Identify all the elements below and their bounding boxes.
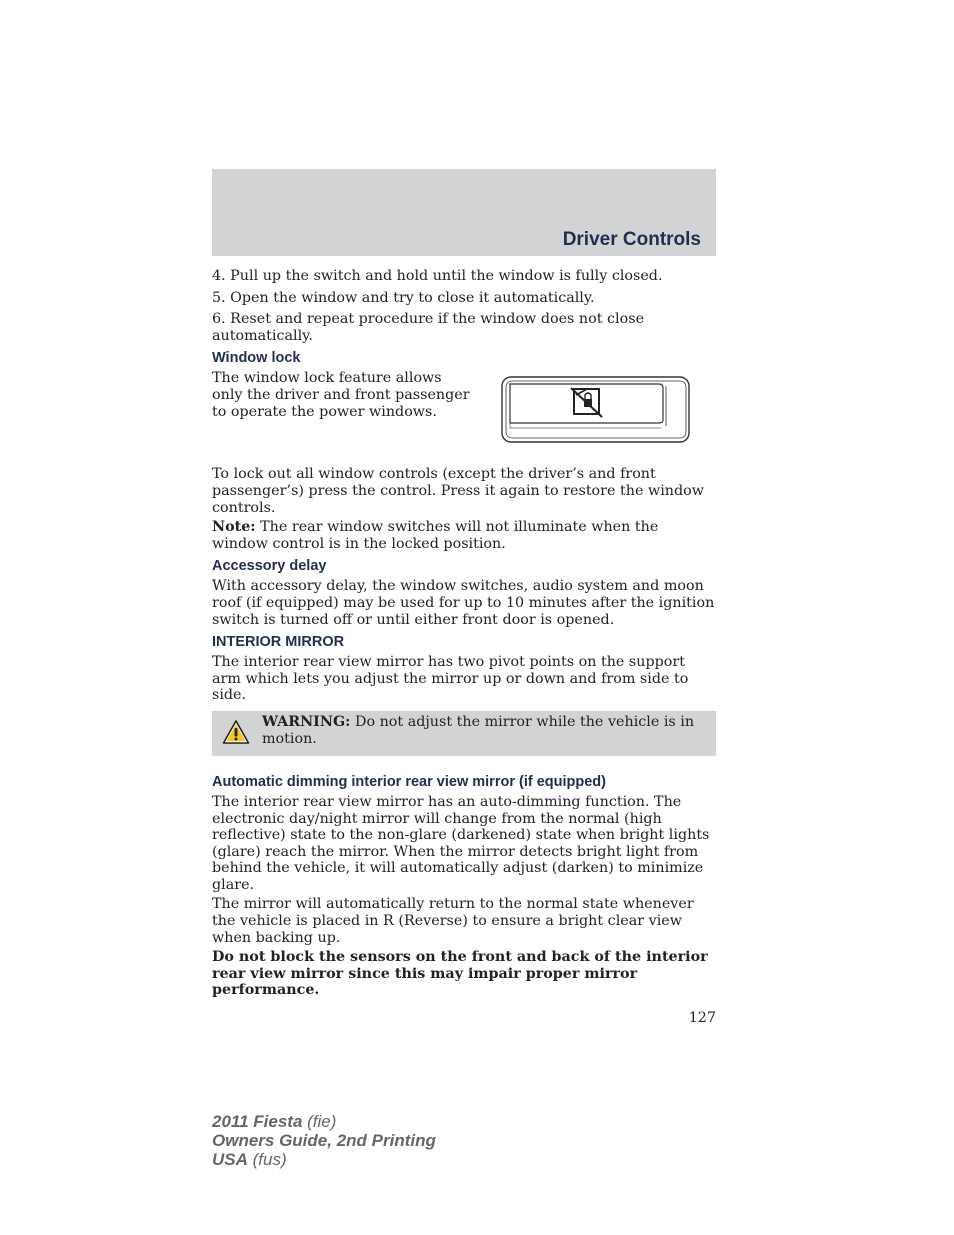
section-title: Driver Controls: [562, 229, 701, 250]
auto-dimming-para-2: The mirror will automatically return to the normal state whenever the vehicle is placed in R (Reverse) to ensure a bright clear view when backing up.: [212, 896, 694, 946]
interior-mirror-heading: INTERIOR MIRROR: [212, 634, 345, 651]
auto-dimming-bold-para: Do not block the sensors on the front and back of the interior rear view mirror since this may impair proper mirror performance.: [212, 949, 708, 999]
page-number: 127: [688, 1010, 716, 1027]
window-lock-instructions: To lock out all window controls (except the driver’s and front passenger’s) press the control. Press it again to restore the window controls.: [212, 466, 704, 516]
warning-triangle-icon: [222, 719, 250, 745]
footer-line-3: [212, 1150, 436, 1169]
warning-label: WARNING:: [262, 713, 351, 730]
page-content: [212, 268, 716, 1026]
accessory-delay-text: With accessory delay, the window switches, audio system and moon roof (if equipped) may be used for up to 10 minutes after the ignition switch is turned off or until either front door is opened.: [212, 578, 715, 628]
window-lock-section: [212, 370, 716, 456]
window-lock-switch-icon: [501, 376, 691, 444]
footer-line-1: [212, 1112, 436, 1131]
step-6: 6. Reset and repeat procedure if the window does not close automatically.: [212, 311, 645, 344]
section-header-band: [212, 169, 716, 256]
warning-text: Do not adjust the mirror while the vehicle is in motion.: [262, 713, 695, 747]
footer-model-code: (fie): [302, 1112, 337, 1131]
note-text: The rear window switches will not illuminate when the window control is in the locked position.: [212, 519, 659, 552]
footer-line-2: Owners Guide, 2nd Printing: [212, 1131, 436, 1150]
footer-market-code: (fus): [247, 1150, 287, 1169]
interior-mirror-text: The interior rear view mirror has two pivot points on the support arm which lets you adjust the mirror up or down and from side to side.: [212, 654, 689, 704]
note-label: Note:: [212, 519, 256, 536]
warning-box: [212, 711, 716, 756]
step-4: 4. Pull up the switch and hold until the window is fully closed.: [212, 268, 663, 284]
auto-dimming-para-1: The interior rear view mirror has an auto-dimming function. The electronic day/night mirror will change from the normal (high reflective) state to the non-glare (darkened) state when bright lights (glare) reach the mirror. When the mirror detects bright light from behind the vehicle, it will automatically adjust (darken) to minimize glare.: [212, 793, 710, 893]
warning-text-block: [262, 714, 706, 747]
accessory-delay-heading: Accessory delay: [212, 558, 327, 575]
footer-model: 2011 Fiesta: [212, 1112, 303, 1131]
footer-market: USA: [212, 1150, 248, 1169]
step-5: 5. Open the window and try to close it automatically.: [212, 289, 595, 306]
window-lock-intro: The window lock feature allows only the driver and front passenger to operate the power windows.: [212, 370, 470, 420]
window-lock-heading: Window lock: [212, 350, 301, 367]
footer: [212, 1112, 436, 1169]
auto-dimming-heading: Automatic dimming interior rear view mirror (if equipped): [212, 773, 606, 790]
window-lock-note: [212, 519, 716, 552]
